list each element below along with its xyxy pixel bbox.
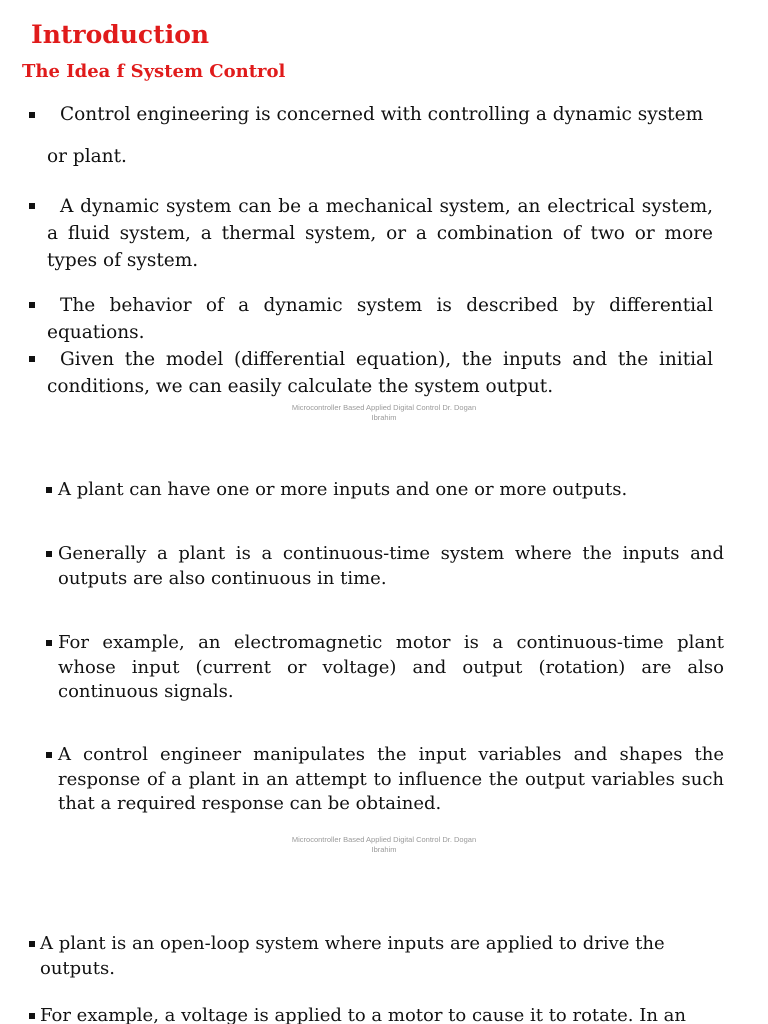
footer-text: Ibrahim bbox=[371, 413, 397, 422]
footer-text: Microcontroller Based Applied Digital Control Dr. Dogan bbox=[291, 835, 477, 844]
list-item-text-continued: or plant. bbox=[47, 146, 127, 167]
list-item-text: For example, an electromagnetic motor is a continuous-time plant whose input (current or voltage) and output (rotation) are also continuous signals. bbox=[58, 632, 724, 702]
footer-text: Microcontroller Based Applied Digital Control Dr. Dogan bbox=[291, 403, 477, 412]
slide-footer bbox=[264, 403, 504, 423]
section-subtitle: The Idea f System Control bbox=[22, 61, 286, 82]
page-title: Introduction bbox=[31, 20, 210, 49]
list-item-text: The behavior of a dynamic system is described by differential equations. bbox=[47, 295, 713, 343]
list-item-text: Control engineering is concerned with controlling a dynamic system bbox=[60, 104, 704, 125]
list-item-text: A control engineer manipulates the input variables and shapes the response of a plant in an attempt to influence the output variables such that a required response can be obtained. bbox=[58, 744, 724, 814]
list-item-text: Given the model (differential equation), the inputs and the initial conditions, we can easily calculate the system output. bbox=[47, 349, 713, 397]
list-item-text: For example, a voltage is applied to a motor to cause it to rotate. In an bbox=[40, 1005, 686, 1024]
bullet-icon bbox=[29, 203, 35, 209]
bullet-icon bbox=[46, 551, 52, 557]
list-item-text: A dynamic system can be a mechanical system, an electrical system, a fluid system, a thermal system, or a combination of two or more types of system. bbox=[47, 196, 713, 271]
list-item-text: Generally a plant is a continuous-time system where the inputs and outputs are also continuous in time. bbox=[58, 543, 724, 589]
bullet-icon bbox=[29, 302, 35, 308]
bullet-icon bbox=[29, 356, 35, 362]
bullet-icon bbox=[29, 1013, 35, 1019]
bullet-icon bbox=[29, 112, 35, 118]
list-item-text: A plant is an open-loop system where inputs are applied to drive the outputs. bbox=[40, 933, 665, 979]
bullet-icon bbox=[29, 941, 35, 947]
bullet-icon bbox=[46, 640, 52, 646]
bullet-icon bbox=[46, 752, 52, 758]
bullet-icon bbox=[46, 487, 52, 493]
list-item-text: A plant can have one or more inputs and one or more outputs. bbox=[58, 479, 628, 500]
footer-text: Ibrahim bbox=[371, 845, 397, 854]
slide-footer bbox=[264, 835, 504, 855]
